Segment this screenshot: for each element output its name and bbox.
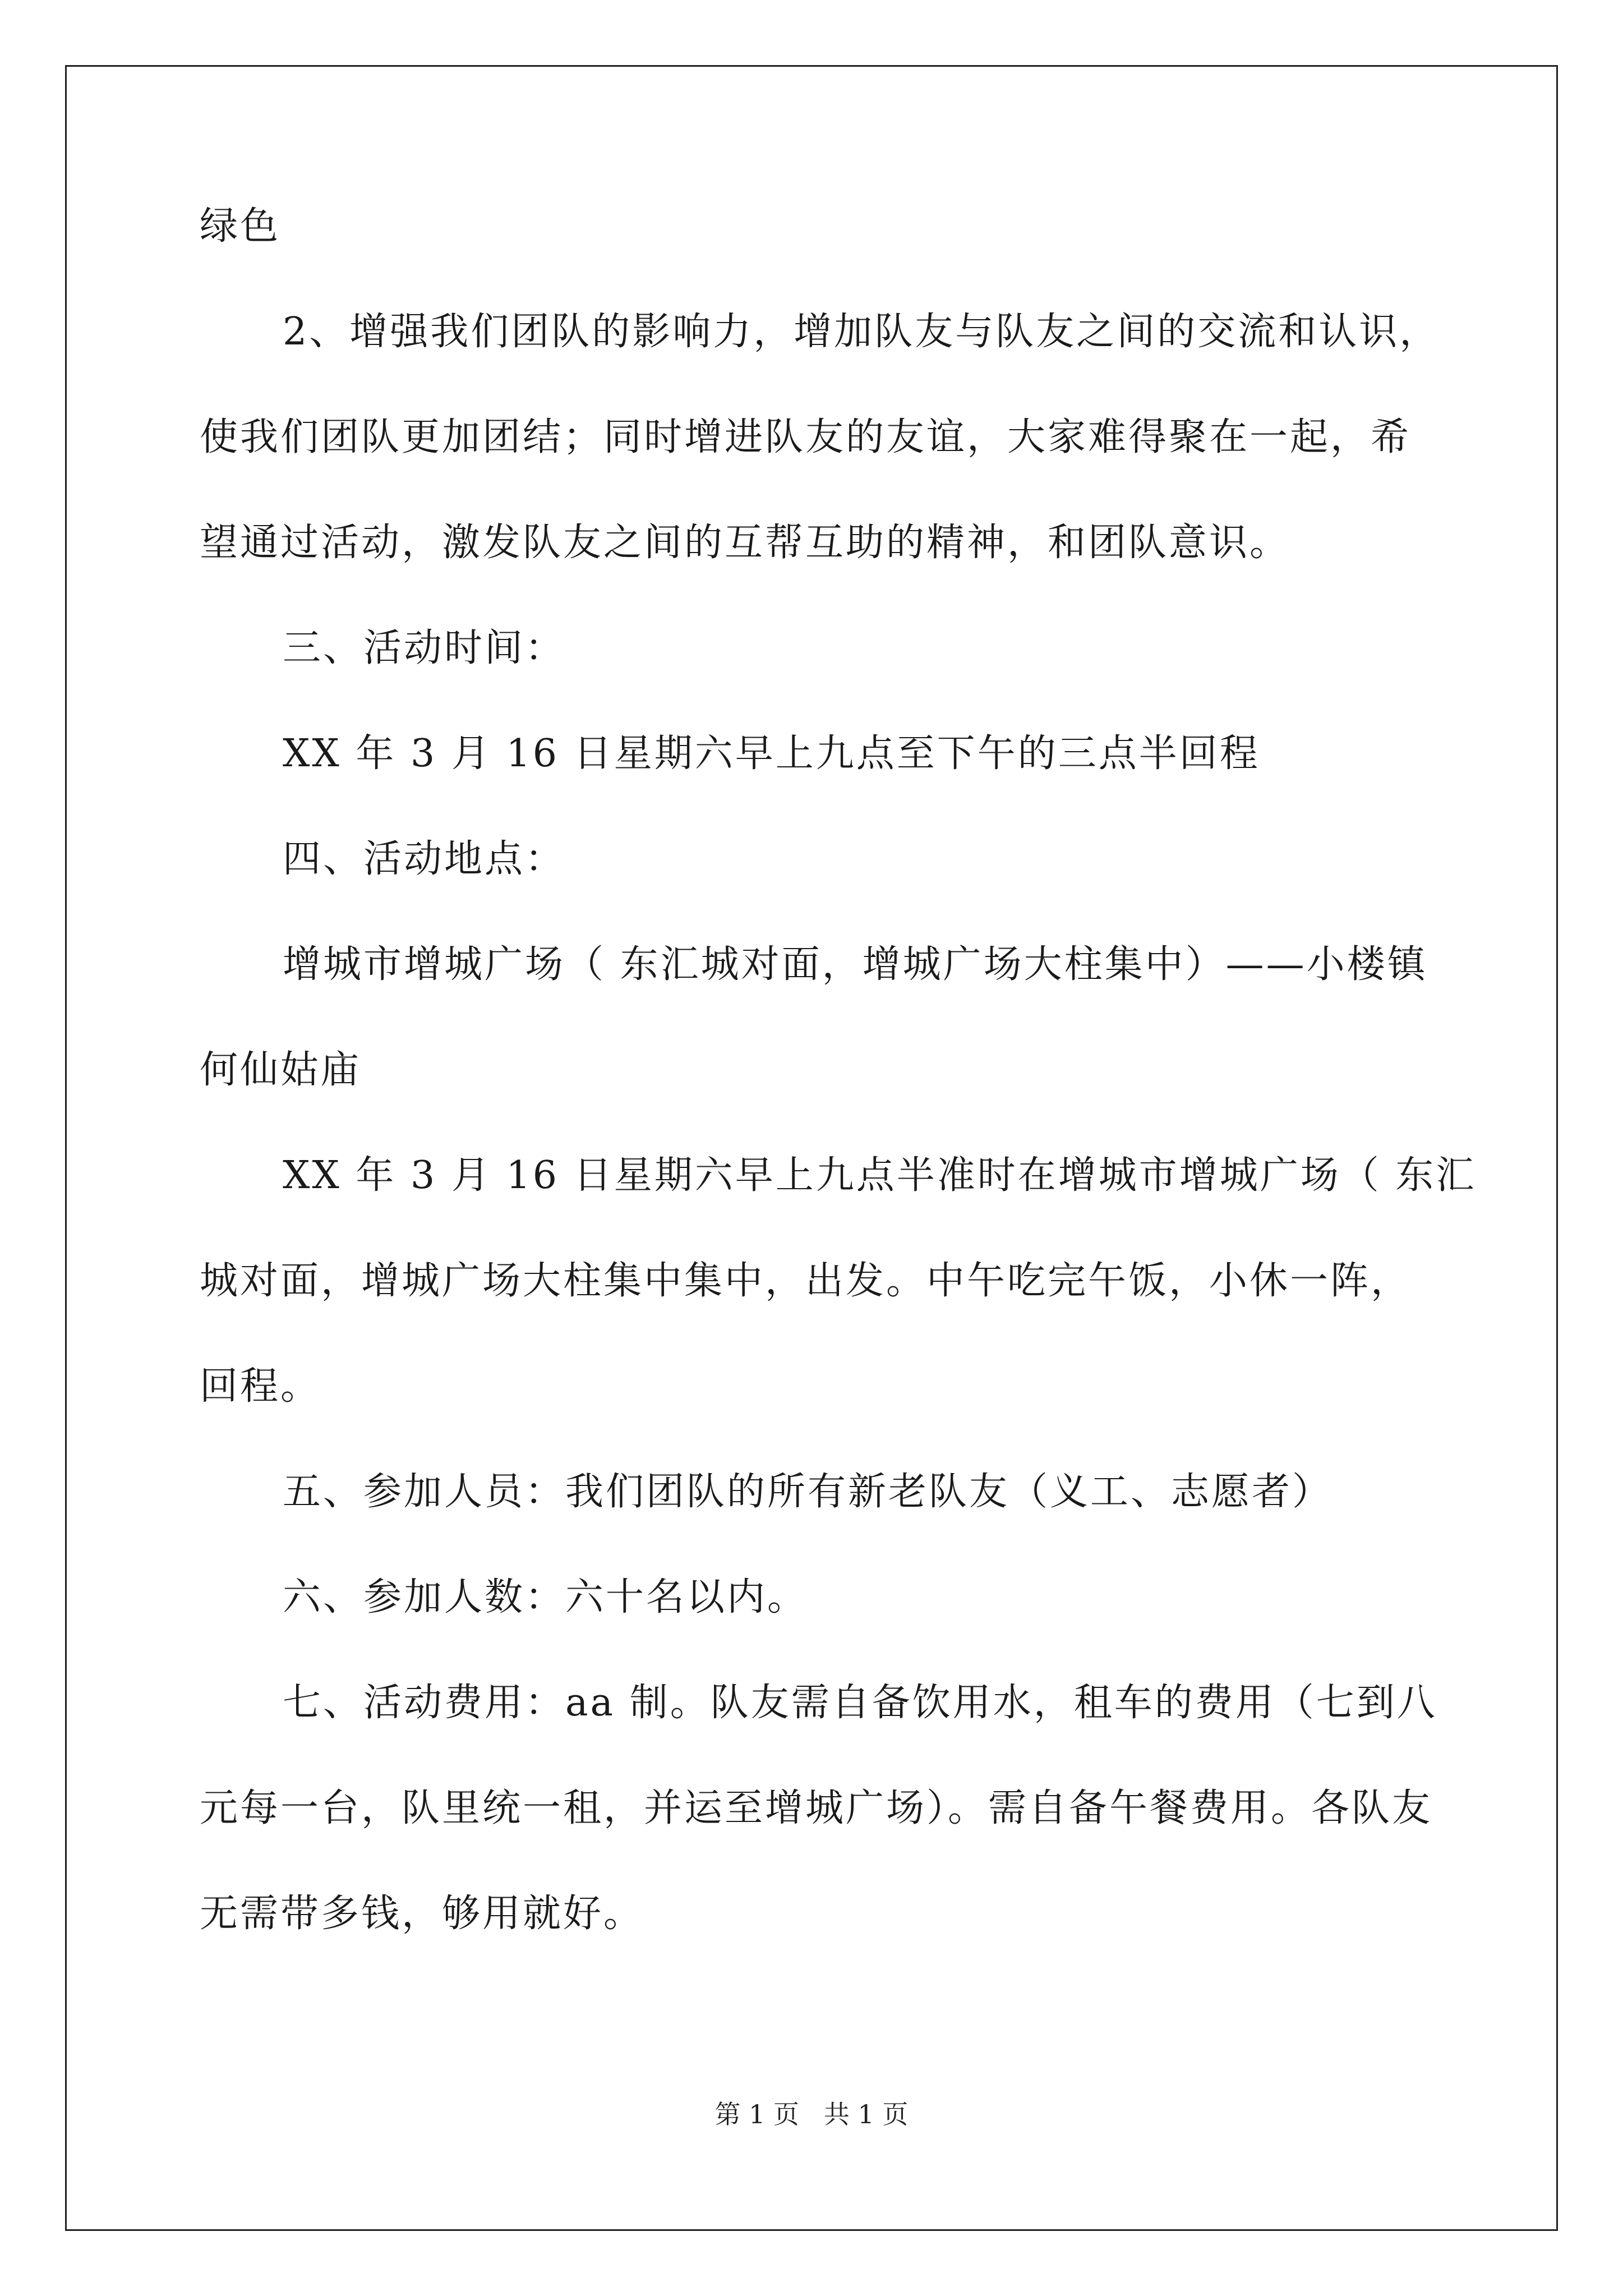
text-line: 绿色 (200, 204, 281, 249)
section-heading: 四、活动地点： (283, 837, 566, 881)
text-line: 无需带多钱，够用就好。 (200, 1892, 644, 1936)
section-heading: 七、活动费用：aa 制。队友需自备饮用水，租车的费用（七到八 (283, 1681, 1437, 1725)
text-line: 城对面，增城广场大柱集中集中，出发。中午吃完午饭，小休一阵， (200, 1259, 1412, 1303)
section-heading: 六、参加人数：六十名以内。 (283, 1575, 808, 1619)
text-line: 元每一台，队里统一租，并运至增城广场）。需自备午餐费用。各队友 (200, 1786, 1433, 1830)
text-line: 何仙姑庙 (200, 1048, 362, 1092)
section-heading: 三、活动时间： (283, 626, 566, 670)
text-line: 望通过活动，激发队友之间的互帮互助的精神，和团队意识。 (200, 521, 1290, 565)
text-line: XX 年 3 月 16 日星期六早上九点至下午的三点半回程 (283, 731, 1260, 776)
text-line: XX 年 3 月 16 日星期六早上九点半准时在增城市增城广场（ 东汇 (283, 1153, 1477, 1198)
text-line: 增城市增城广场（ 东汇城对面，增城广场大柱集中）——小楼镇 (283, 942, 1428, 987)
text-line: 回程。 (200, 1364, 321, 1409)
section-heading: 五、参加人员：我们团队的所有新老队友（义工、志愿者） (283, 1470, 1333, 1514)
page-number-footer: 第 1 页 共 1 页 (714, 2099, 909, 2129)
text-line: 使我们团队更加团结；同时增进队友的友谊，大家难得聚在一起，希 (200, 415, 1412, 459)
text-line: 2、增强我们团队的影响力，增加队友与队友之间的交流和认识， (283, 310, 1440, 354)
